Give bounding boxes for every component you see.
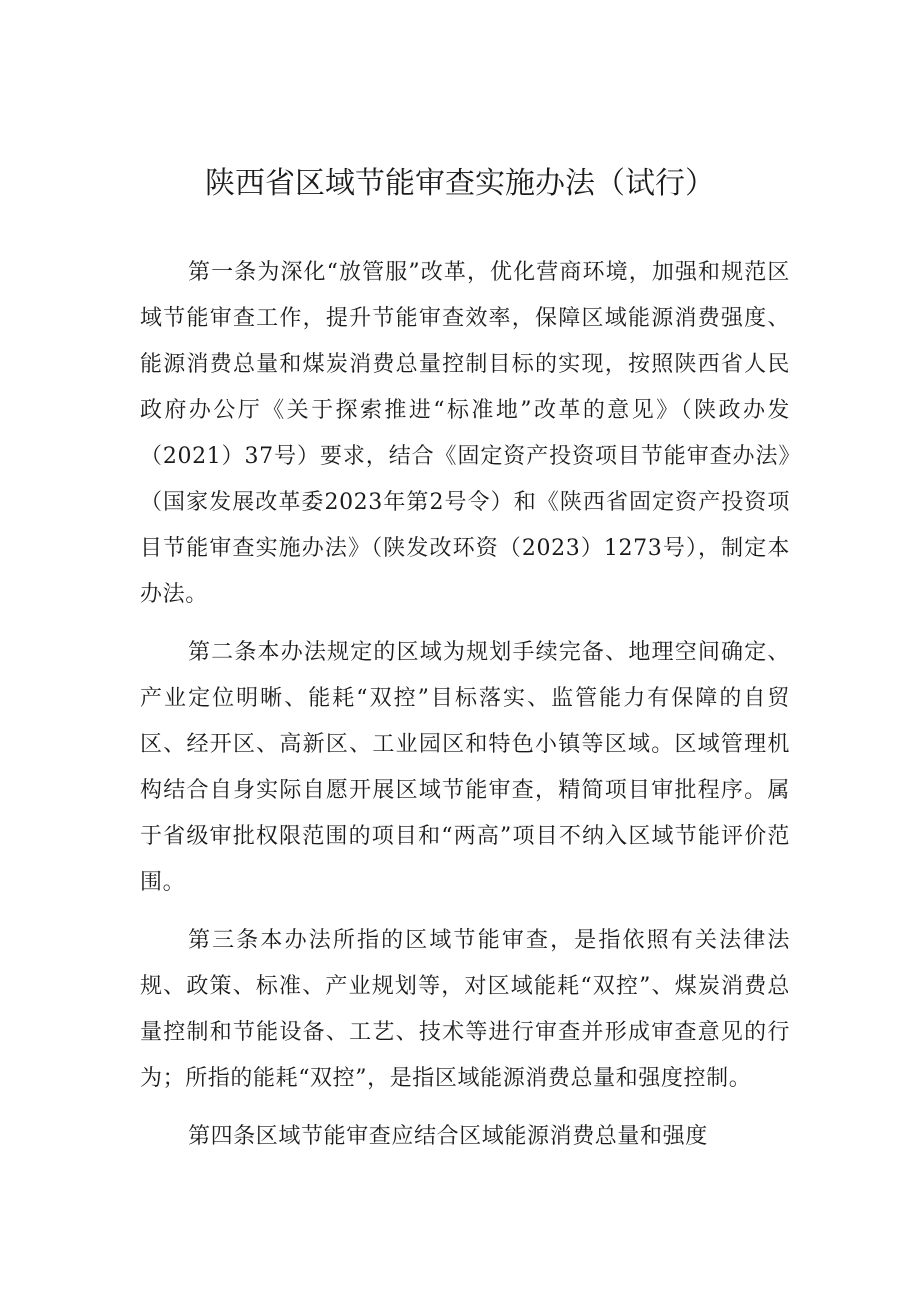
article-1-paragraph: 第一条为深化“放管服”改革，优化营商环境，加强和规范区域节能审查工作，提升节能审查效率，保障区域能源消费强度、能源消费总量和煤炭消费总量控制目标的实现，按照陕西省人民政府办公厅《关于探索推进“标准地”改革的意见》（陕政办发（2021）37号）要求，结合《固定资产投资项目节能审查办法》（国家发展改革委2023年第2号令）和《陕西省固定资产投资项目节能审查实施办法》（陕发改环资（2023）1273号），制定本办法。 (140, 260, 790, 607)
document-body (140, 250, 790, 1172)
document-title: 陕西省区域节能审查实施办法（试行） (205, 166, 715, 201)
article-4-paragraph: 第四条区域节能审查应结合区域能源消费总量和强度 (188, 1124, 708, 1149)
article-3-paragraph: 第三条本办法所指的区域节能审查，是指依照有关法律法规、政策、标准、产业规划等，对区域能耗“双控”、煤炭消费总量控制和节能设备、工艺、技术等进行审查并形成审查意见的行为；所指的能耗“双控”，是指区域能源消费总量和强度控制。 (140, 928, 790, 1091)
article-2-paragraph: 第二条本办法规定的区域为规划手续完备、地理空间确定、产业定位明晰、能耗“双控”目标落实、监管能力有保障的自贸区、经开区、高新区、工业园区和特色小镇等区域。区域管理机构结合自身实际自愿开展区域节能审查，精简项目审批程序。属于省级审批权限范围的项目和“两高”项目不纳入区域节能评价范围。 (140, 640, 790, 895)
